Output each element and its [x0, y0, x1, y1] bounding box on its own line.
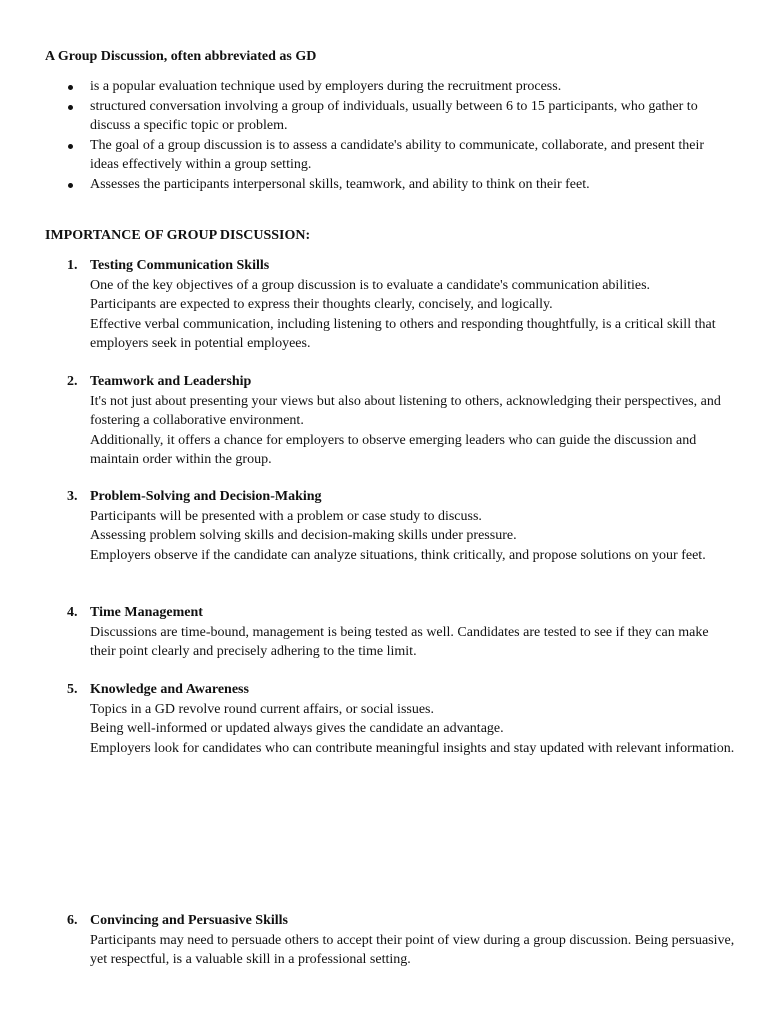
section-title: Knowledge and Awareness [90, 682, 249, 697]
section-number: 5. [67, 682, 78, 697]
intro-bullet-list [45, 77, 735, 194]
section-number: 3. [67, 489, 78, 504]
bullet-item [45, 97, 735, 136]
section-knowledge-awareness [45, 680, 735, 758]
bullet-text: Assesses the participants interpersonal skills, teamwork, and ability to think on their feet. [90, 176, 590, 192]
section-line: Employers observe if the candidate can analyze situations, think critically, and propose solutions on your feet. [90, 547, 706, 563]
bullet-icon [68, 144, 73, 149]
section-line: Participants will be presented with a problem or case study to discuss. [90, 508, 482, 524]
section-line: Discussions are time-bound, management is being tested as well. Candidates are tested to see if they can make their point clearly and precisely adhering to the time limit. [90, 624, 709, 659]
section-problem-solving [45, 487, 735, 565]
section-title: Time Management [90, 605, 203, 620]
bullet-item [45, 77, 735, 97]
section-number: 2. [67, 374, 78, 389]
bullet-icon [68, 85, 73, 90]
section-communication-skills [45, 256, 735, 354]
section-line: Being well-informed or updated always gives the candidate an advantage. [90, 721, 504, 736]
section-line: Participants are expected to express their thoughts clearly, concisely, and logically. [90, 297, 553, 312]
intro-heading: A Group Discussion, often abbreviated as GD [45, 49, 317, 64]
bullet-text: The goal of a group discussion is to assess a candidate's ability to communicate, collaborate, and present their ideas effectively within a group setting. [90, 137, 705, 172]
bullet-item [45, 136, 735, 175]
section-line: One of the key objectives of a group discussion is to evaluate a candidate's communication abilities. [90, 277, 651, 293]
section-line: It's not just about presenting your views but also about listening to others, acknowledging their perspectives, and fostering a collaborative environment. [90, 393, 721, 428]
section-line: Participants may need to persuade others to accept their point of view during a group discussion. Being persuasive, yet respectful, is a valuable skill in a professional setting. [90, 932, 735, 967]
section-persuasive-skills [45, 911, 735, 970]
section-number: 6. [67, 913, 78, 928]
importance-heading: IMPORTANCE OF GROUP DISCUSSION: [45, 228, 311, 243]
section-title: Testing Communication Skills [90, 258, 270, 273]
section-line: Effective verbal communication, including listening to others and responding thoughtfully, is a critical skill that employers seek in potential employees. [90, 316, 716, 351]
bullet-item [45, 175, 735, 195]
section-line: Assessing problem solving skills and decision-making skills under pressure. [90, 528, 517, 543]
section-line: Additionally, it offers a chance for employers to observe emerging leaders who can guide the discussion and maintain order within the group. [90, 432, 697, 467]
section-title: Problem-Solving and Decision-Making [90, 489, 322, 504]
section-line: Employers look for candidates who can contribute meaningful insights and stay updated with relevant information. [90, 740, 735, 756]
section-title: Convincing and Persuasive Skills [90, 913, 288, 928]
bullet-icon [68, 183, 73, 188]
section-line: Topics in a GD revolve round current affairs, or social issues. [90, 701, 434, 717]
bullet-text: structured conversation involving a group of individuals, usually between 6 to 15 participants, who gather to discuss a specific topic or problem. [90, 98, 698, 133]
bullet-text: is a popular evaluation technique used by employers during the recruitment process. [90, 79, 562, 94]
section-number: 1. [67, 258, 78, 273]
section-number: 4. [67, 605, 78, 620]
section-teamwork-leadership [45, 372, 735, 470]
bullet-icon [68, 105, 73, 110]
section-title: Teamwork and Leadership [90, 374, 252, 389]
section-time-management [45, 603, 735, 662]
